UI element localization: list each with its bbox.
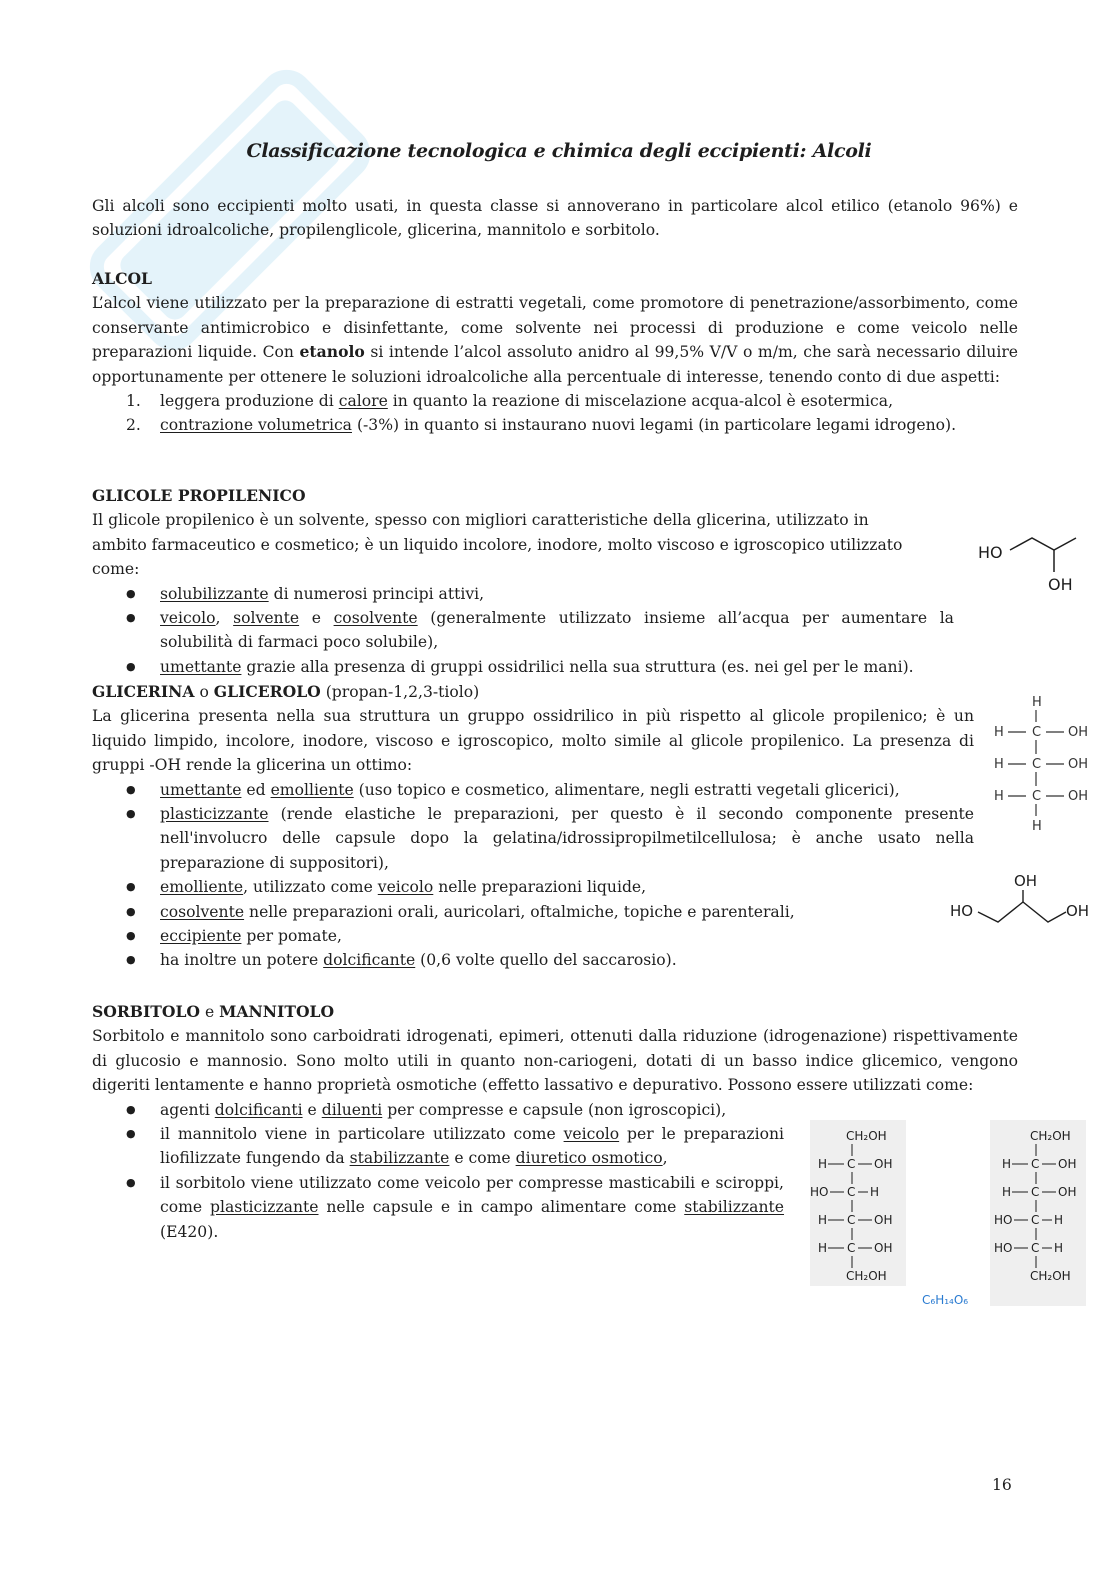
item-underlined: cosolvente bbox=[160, 902, 245, 921]
page-title: Classificazione tecnologica e chimica degli eccipienti: Alcoli bbox=[246, 140, 872, 162]
atom-h: H bbox=[1032, 819, 1042, 834]
atom-c: C bbox=[1031, 1185, 1040, 1199]
glicerina-heading bbox=[92, 680, 974, 704]
item-text: per le preparazioni liofilizzate fungendo da bbox=[160, 1125, 784, 1168]
heading-part: GLICERINA bbox=[92, 682, 195, 701]
alcol-section bbox=[92, 267, 1018, 438]
atom-oh: OH bbox=[1014, 872, 1038, 890]
list-item bbox=[92, 1098, 784, 1122]
item-text: nelle preparazioni liquide, bbox=[433, 878, 647, 897]
atom-h: H bbox=[1002, 1185, 1012, 1199]
atom-ho: HO bbox=[994, 1213, 1013, 1227]
sorbitolo-list bbox=[92, 1098, 784, 1244]
item-underlined: solvente bbox=[233, 609, 300, 628]
atom-ho: HO bbox=[950, 902, 974, 920]
item-underlined: veicolo bbox=[160, 609, 216, 628]
heading-part: GLICEROLO bbox=[213, 682, 321, 701]
item-text: ed bbox=[241, 780, 271, 799]
list-item bbox=[92, 802, 974, 875]
item-underlined: plasticizzante bbox=[210, 1198, 319, 1217]
list-item bbox=[92, 606, 954, 655]
atom-c: C bbox=[847, 1213, 856, 1227]
atom-c: C bbox=[847, 1241, 856, 1255]
atom-h: H bbox=[1054, 1213, 1064, 1227]
item-text: grazie alla presenza di gruppi ossidrilici nella sua struttura (es. nei gel per le mani). bbox=[241, 657, 914, 676]
intro-paragraph bbox=[92, 194, 1018, 243]
item-underlined: umettante bbox=[160, 657, 242, 676]
alcol-text-2: si intende l’alcol assoluto anidro al 99,5% V/V o m/m, che sarà necessario diluire opportunamente per ottenere le soluzioni idroalcoliche alla percentuale di interesse, tenendo conto di due aspetti: bbox=[92, 343, 1018, 386]
group-ch2oh: CH₂OH bbox=[846, 1269, 887, 1283]
item-text: e bbox=[299, 609, 334, 628]
glycerol-fischer-structure bbox=[990, 692, 1094, 836]
item-underlined: diuretico osmotico bbox=[515, 1149, 663, 1168]
list-item bbox=[92, 1122, 784, 1171]
atom-c: C bbox=[1032, 725, 1042, 740]
atom-oh: OH bbox=[874, 1213, 893, 1227]
atom-h: H bbox=[994, 789, 1004, 804]
item-underlined: dolcificanti bbox=[214, 1100, 303, 1119]
item-text: , utilizzato come bbox=[243, 878, 378, 897]
intro-text: Gli alcoli sono eccipienti molto usati, in questa classe si annoverano in particolare alcol etilico (etanolo 96%) e soluzioni idroalcoliche, propilenglicole, glicerina, mannitolo e sorbitolo. bbox=[92, 197, 1018, 240]
item-text: nelle preparazioni orali, auricolari, oftalmiche, topiche e parenterali, bbox=[244, 902, 795, 921]
item-text: per pomate, bbox=[241, 927, 342, 946]
alcol-heading: ALCOL bbox=[92, 269, 153, 288]
list-item bbox=[92, 778, 974, 802]
list-item bbox=[92, 582, 954, 606]
page-number: 16 bbox=[992, 1476, 1012, 1494]
item-text: il mannitolo viene in particolare utilizzato come bbox=[160, 1125, 564, 1144]
list-number: 2. bbox=[126, 416, 141, 435]
heading-conj: e bbox=[200, 1003, 220, 1021]
atom-ho: HO bbox=[994, 1241, 1013, 1255]
sorbitolo-paragraph: Sorbitolo e mannitolo sono carboidrati idrogenati, epimeri, ottenuti dalla riduzione (idrogenazione) rispettivamente di glucosio e mannosio. Sono molto utili in quanto non-cariogeni, dotati di un basso indice glicemico, vengono digeriti lentamente e hanno proprietà osmotiche (effetto lassativo e depurativo. Possono essere utilizzati come: bbox=[92, 1027, 1018, 1095]
structure-label-ho: HO bbox=[978, 543, 1003, 562]
list-item bbox=[92, 413, 1018, 437]
atom-c: C bbox=[1032, 757, 1042, 772]
atom-ho: HO bbox=[810, 1185, 829, 1199]
atom-c: C bbox=[847, 1185, 856, 1199]
item-text: (uso topico e cosmetico, alimentare, negli estratti vegetali glicerici), bbox=[353, 780, 900, 799]
sorbitolo-heading bbox=[92, 1000, 1018, 1024]
atom-oh: OH bbox=[1068, 725, 1089, 740]
item-underlined: dolcificante bbox=[323, 951, 416, 970]
atom-c: C bbox=[847, 1157, 856, 1171]
list-number: 1. bbox=[126, 392, 141, 411]
list-item bbox=[92, 924, 974, 948]
atom-h: H bbox=[994, 757, 1004, 772]
alcol-etanolo: etanolo bbox=[299, 342, 365, 362]
item-text: per compresse e capsule (non igroscopici), bbox=[382, 1100, 727, 1119]
item-underlined: veicolo bbox=[377, 878, 434, 897]
atom-h: H bbox=[818, 1213, 828, 1227]
group-ch2oh: CH₂OH bbox=[1030, 1129, 1071, 1143]
atom-h: H bbox=[818, 1241, 828, 1255]
item-text: , bbox=[215, 609, 234, 628]
item-underlined: emolliente bbox=[270, 780, 354, 799]
heading-paren: (propan-1,2,3-tiolo) bbox=[320, 683, 480, 701]
molecular-formula: C₆H₁₄O₆ bbox=[922, 1293, 969, 1307]
item-underlined: stabilizzante bbox=[684, 1198, 785, 1217]
item-underlined: solubilizzante bbox=[160, 584, 269, 603]
item-text: (rende elastiche le preparazioni, per questo è il secondo componente presente nell'involucro delle capsule dopo la gelatina/idrossipropilmetilcellulosa; è anche usato nella preparazione di suppositori), bbox=[160, 805, 974, 872]
item-underlined: diluenti bbox=[321, 1100, 383, 1119]
item-text: , bbox=[662, 1149, 668, 1168]
item-underlined: plasticizzante bbox=[160, 805, 269, 824]
atom-c: C bbox=[1031, 1213, 1040, 1227]
list-item bbox=[92, 948, 974, 972]
atom-oh: OH bbox=[874, 1241, 893, 1255]
atom-h: H bbox=[994, 725, 1004, 740]
item-underlined: eccipiente bbox=[160, 927, 242, 946]
item-underlined: veicolo bbox=[563, 1125, 620, 1144]
list-item bbox=[92, 875, 974, 899]
list-item bbox=[92, 389, 1018, 413]
atom-c: C bbox=[1032, 789, 1042, 804]
item-underlined: emolliente bbox=[160, 878, 244, 897]
glicole-list bbox=[92, 582, 954, 680]
glicole-heading: GLICOLE PROPILENICO bbox=[92, 486, 306, 505]
alcol-list bbox=[92, 389, 1018, 438]
atom-h: H bbox=[1032, 695, 1042, 710]
item-text: (-3%) in quanto si instaurano nuovi legami (in particolare legami idrogeno). bbox=[351, 416, 957, 435]
atom-h: H bbox=[1002, 1157, 1012, 1171]
atom-h: H bbox=[870, 1185, 880, 1199]
item-text: agenti bbox=[160, 1100, 215, 1119]
list-item bbox=[92, 1171, 784, 1244]
item-text: nelle capsule e in campo alimentare come bbox=[318, 1198, 685, 1217]
item-text: leggera produzione di bbox=[160, 392, 339, 411]
item-underlined: stabilizzante bbox=[349, 1149, 450, 1168]
glicole-section bbox=[92, 484, 954, 679]
structure-label-oh: OH bbox=[1048, 575, 1073, 594]
atom-oh: OH bbox=[1058, 1185, 1077, 1199]
item-underlined: umettante bbox=[160, 780, 242, 799]
item-underlined: calore bbox=[338, 392, 388, 411]
atom-oh: OH bbox=[1066, 902, 1090, 920]
atom-oh: OH bbox=[1058, 1157, 1077, 1171]
glicerina-section bbox=[92, 680, 974, 973]
group-ch2oh: CH₂OH bbox=[846, 1129, 887, 1143]
atom-oh: OH bbox=[1068, 757, 1089, 772]
atom-oh: OH bbox=[1068, 789, 1089, 804]
list-item bbox=[92, 900, 974, 924]
heading-part: SORBITOLO bbox=[92, 1002, 201, 1021]
item-text: (E420). bbox=[160, 1222, 219, 1241]
alcol-paragraph bbox=[92, 291, 1018, 389]
item-text: ha inoltre un potere bbox=[160, 951, 324, 970]
propylene-glycol-structure bbox=[972, 526, 1090, 600]
item-underlined: contrazione volumetrica bbox=[160, 416, 352, 435]
item-underlined: cosolvente bbox=[333, 609, 418, 628]
item-text: il sorbitolo viene utilizzato come veicolo per compresse masticabili e sciroppi, come bbox=[160, 1173, 784, 1217]
item-text: in quanto la reazione di miscelazione acqua-alcol è esotermica, bbox=[387, 392, 894, 411]
glicerina-list bbox=[92, 778, 974, 973]
heading-conj: o bbox=[194, 683, 214, 701]
atom-c: C bbox=[1031, 1157, 1040, 1171]
sorbitol-mannitol-structures bbox=[808, 1118, 1088, 1310]
atom-h: H bbox=[1054, 1241, 1064, 1255]
atom-oh: OH bbox=[874, 1157, 893, 1171]
item-text: (generalmente utilizzato insieme all’acqua per aumentare la solubilità di farmaci poco solubile), bbox=[160, 609, 954, 652]
glicerina-paragraph: La glicerina presenta nella sua struttura un gruppo ossidrilico in più rispetto al glicole propilenico; è un liquido limpido, incolore, inodore, viscoso e igroscopico, molto simile al glicole propilenico. La presenza di gruppi -OH rende la glicerina un ottimo: bbox=[92, 707, 974, 775]
group-ch2oh: CH₂OH bbox=[1030, 1269, 1071, 1283]
heading-part: MANNITOLO bbox=[219, 1002, 335, 1021]
atom-c: C bbox=[1031, 1241, 1040, 1255]
list-item bbox=[92, 655, 954, 679]
alcol-text-1: L’alcol viene utilizzato per la preparazione di estratti vegetali, come promotore di penetrazione/assorbimento, come conservante antimicrobico e disinfettante, come solvente nei processi di produzione e come veicolo nelle preparazioni liquide. Con bbox=[92, 294, 1018, 362]
item-text: (0,6 volte quello del saccarosio). bbox=[415, 951, 677, 970]
atom-h: H bbox=[818, 1157, 828, 1171]
glicole-paragraph: Il glicole propilenico è un solvente, spesso con migliori caratteristiche della glicerina, utilizzato in ambito farmaceutico e cosmetico; è un liquido incolore, inodore, molto viscoso e igroscopico utilizzato come: bbox=[92, 511, 903, 579]
item-text: e bbox=[302, 1100, 322, 1119]
item-text: e come bbox=[449, 1149, 516, 1168]
item-text: di numerosi principi attivi, bbox=[268, 584, 485, 603]
glycerol-skeletal-structure bbox=[948, 868, 1098, 932]
